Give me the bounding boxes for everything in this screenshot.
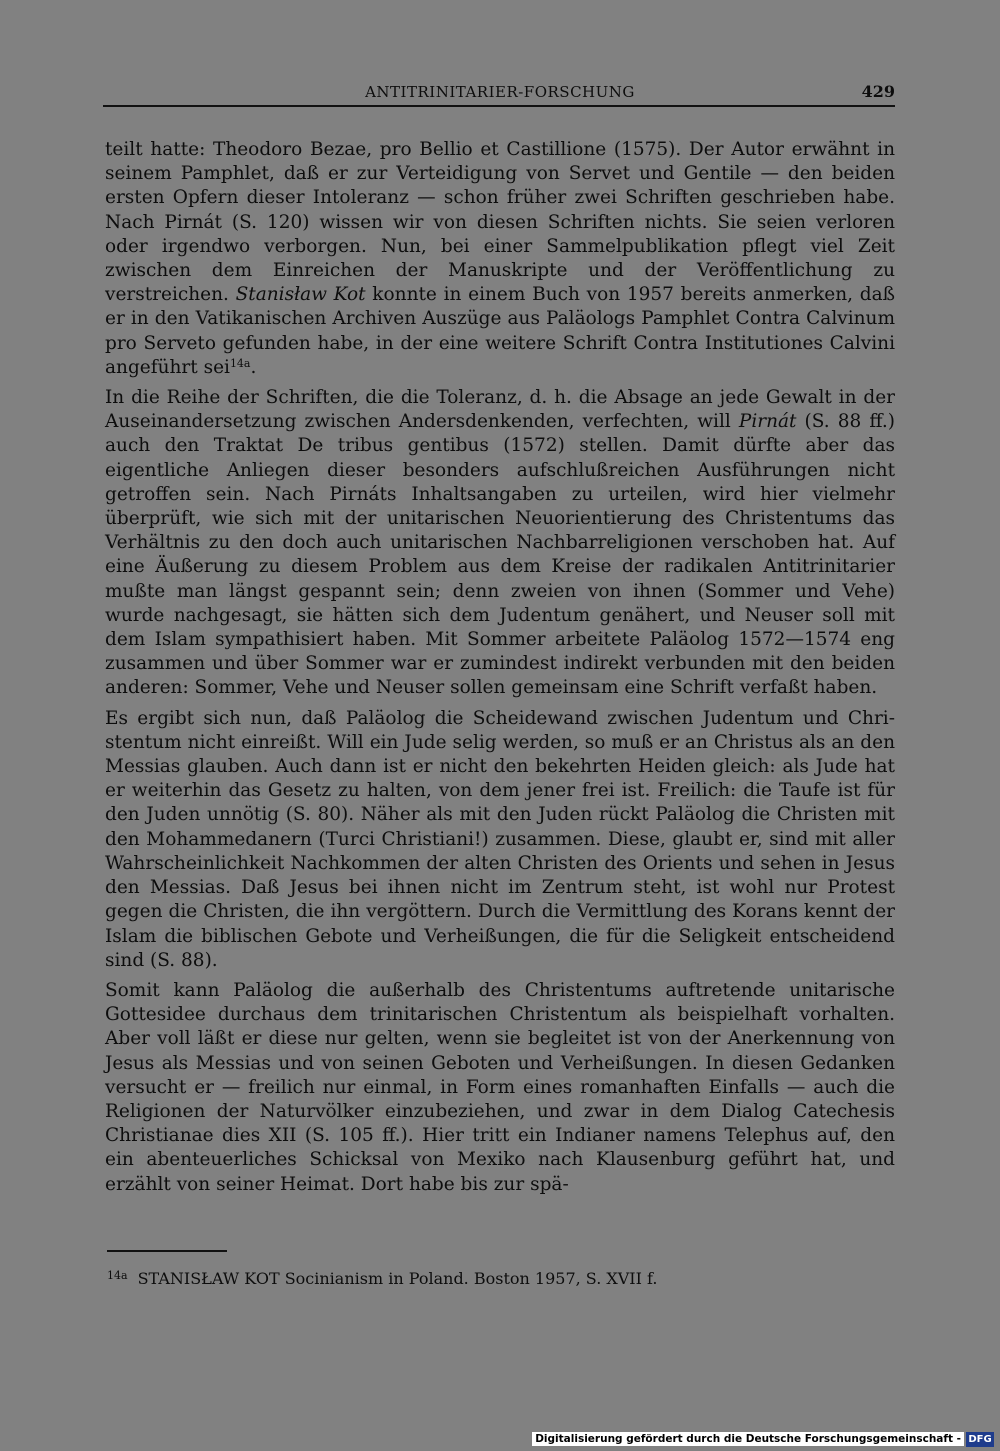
paragraph-4 <box>105 979 895 1197</box>
text-run: In die Reihe der Schriften, die die Toleranz, d. h. die Absage an jede Gewalt in der Auseinandersetzung zwischen Andersdenkenden, verfechten, will <box>105 387 895 433</box>
text-run: konnte in einem Buch von 1957 bereits anmerken, daß er in den Vatikanischen Archiven Auszüge aus Paläologs Pamphlet Contra Calvinum pro Serveto gefunden habe, in der eine weitere Schrift Contra Institutiones Calvini angeführt sei <box>105 284 895 378</box>
text-run: Es ergibt sich nun, daß Paläolog die Scheidewand zwischen Judentum und Christentum nicht einreißt. Will ein Jude selig werden, so muß er an Christus als an den Messias glauben. Auch dann ist er nicht den bekehrten Heiden gleich: als Jude hat er weiterhin das Gesetz zu halten, von dem jener frei ist. Freilich: die Taufe ist für den Juden unnötig (S. 80). Näher als mit den Juden rückt Paläolog die Christen mit den Mohammedanern (Turci Christiani!) zusammen. Diese, glaubt er, sind mit aller Wahrscheinlichkeit Nachkommen der alten Christen des Orients und sehen in Jesus den Messias. Daß Jesus bei ihnen nicht im Zentrum steht, ist wohl nur Protest gegen die Christen, die ihn vergöttern. Durch die Vermittlung des Korans kennt der Islam die biblischen Gebote und Verheißungen, die für die Seligkeit entscheidend sind (S. 88). <box>105 707 895 971</box>
page-number: 429 <box>861 82 895 101</box>
text-run: . <box>250 356 257 378</box>
dfg-logo: DFG <box>966 1432 994 1447</box>
paragraph-1 <box>105 138 895 380</box>
footnote-text: STANISŁAW KOT Socinianism in Poland. Boston 1957, S. XVII f. <box>137 1269 658 1288</box>
paragraph-2 <box>105 386 895 701</box>
footnote-rule <box>107 1250 227 1252</box>
body-text <box>105 138 895 1203</box>
author-name: Stanisław Kot <box>235 284 366 306</box>
header-rule <box>103 105 895 107</box>
text-run: Somit kann Paläolog die außerhalb des Christentums auftretende unitarische Gottesidee durchaus dem trinitarischen Christentum als beispielhaft vorhalten. Aber voll läßt er diese nur gelten, wenn sie begleitet ist von der Anerkennung von Jesus als Messias und von seinen Geboten und Verheißungen. In diesen Gedanken versucht er — freilich nur einmal, in Form eines romanhaften Einfalls — auch die Religionen der Naturvölker einzubeziehen, und zwar in dem Dialog Catechesis Christianae dies XII (S. 105 ff.). Hier tritt ein Indianer namens Telephus auf, den ein abenteuerliches Schicksal von Mexiko nach Klausenburg geführt hat, und erzählt von seiner Heimat. Dort habe bis zur spä- <box>105 979 895 1195</box>
paragraph-3 <box>105 707 895 973</box>
running-header <box>105 82 895 104</box>
footnote <box>107 1266 897 1289</box>
digitization-credit: Digitalisierung gefördert durch die Deutsche Forschungsgemeinschaft - <box>532 1432 964 1446</box>
text-run: (S. 88 ff.) auch den Traktat De tribus gentibus (1572) stellen. Damit dürfte aber das eigentliche Anliegen dieser besonders aufschlußreichen Ausführungen nicht getroffen sein. Nach Pirnáts Inhaltsangaben zu urteilen, wird hier vielmehr überprüft, wie sich mit der unitarischen Neuorientierung des Christentums das Verhältnis zu den doch auch unitarischen Nachbarreligionen verschoben hat. Auf eine Äußerung zu diesem Problem aus dem Kreise der radikalen Antitrinitarier mußte man längst gespannt sein; denn zweien von ihnen (Sommer und Vehe) wurde nachgesagt, sie hätten sich dem Judentum genähert, und Neuser soll mit dem Islam sympathisiert haben. Mit Sommer arbeitete Paläolog 1572—1574 eng zusammen und über Sommer war er zumindest indirekt verbunden mit den beiden anderen: Sommer, Vehe und Neuser sollen gemeinsam eine Schrift verfaßt haben. <box>105 411 895 699</box>
running-title: ANTITRINITARIER-FORSCHUNG <box>365 83 635 101</box>
footnote-mark: 14a <box>107 1269 128 1282</box>
footnote-ref: 14a <box>229 356 251 370</box>
text-run: teilt hatte: Theodoro Bezae, pro Bellio et Castillione (1575). Der Autor erwähnt in seinem Pamphlet, daß er zur Verteidigung von Servet und Gentile — den beiden ersten Opfern dieser Intoleranz — schon früher zwei Schriften geschrieben habe. Nach Pirnát (S. 120) wissen wir von diesen Schriften nichts. Sie seien verloren oder irgendwo verborgen. Nun, bei einer Sammelpublikation pflegt viel Zeit zwischen dem Einreichen der Manuskripte und der Veröffentlichung zu verstreichen. <box>105 139 895 306</box>
author-name: Pirnát <box>738 411 797 433</box>
